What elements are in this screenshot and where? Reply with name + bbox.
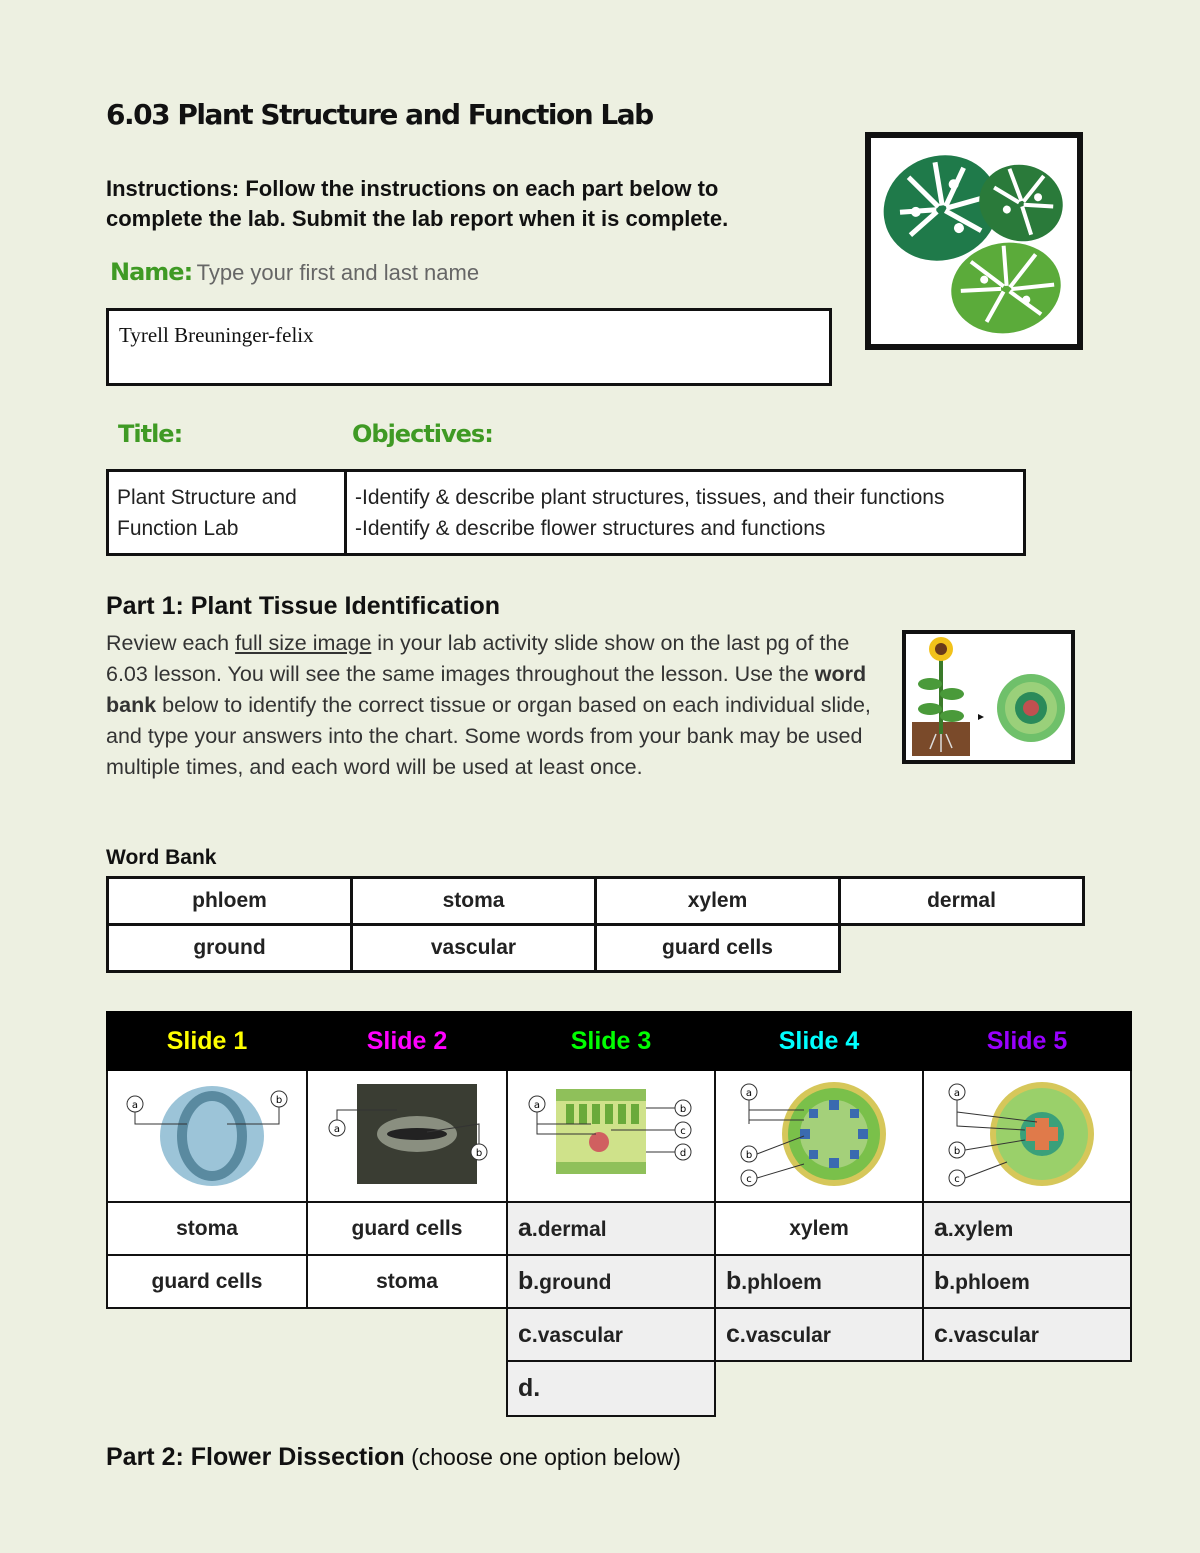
instructions-label: Instructions:	[106, 176, 240, 201]
slide-5-answer-c[interactable]	[923, 1308, 1131, 1361]
slide-3-answer-a[interactable]	[507, 1202, 715, 1255]
slide-1-header: Slide 1	[107, 1012, 307, 1070]
slide-5-header: Slide 5	[923, 1012, 1131, 1070]
full-size-image-link[interactable]: full size image	[235, 631, 372, 655]
answer-letter: b	[726, 1267, 742, 1295]
name-field[interactable]: Tyrell Breuninger-felix	[106, 308, 832, 386]
slides-table	[106, 1011, 1132, 1417]
slide-3-image	[507, 1070, 715, 1202]
slide-4-answer-c[interactable]	[715, 1308, 923, 1361]
answer-text: .vascular	[739, 1324, 831, 1347]
diagram-letter: a	[953, 1087, 961, 1099]
answer-text: .dermal	[531, 1218, 607, 1241]
monstera-leaves-image	[865, 132, 1083, 350]
part2-subheading: (choose one option below)	[404, 1444, 681, 1470]
word-bank-item: xylem	[596, 878, 840, 925]
word-bank-item: phloem	[108, 878, 352, 925]
diagram-letter: b	[475, 1147, 483, 1159]
empty-cell	[715, 1361, 923, 1416]
slide-2-image	[307, 1070, 507, 1202]
instructions-text: Follow the instructions on each part below to complete the lab. Submit the lab report when it is complete.	[106, 176, 729, 231]
empty-cell	[923, 1361, 1131, 1416]
word-bank-item: vascular	[352, 925, 596, 972]
slide-3-answer-d[interactable]	[507, 1361, 715, 1416]
answer-letter: d	[518, 1374, 534, 1402]
answer-letter: a	[934, 1214, 948, 1242]
slide-4-header: Slide 4	[715, 1012, 923, 1070]
answer-text: .ground	[533, 1271, 612, 1294]
answer-text: .	[533, 1374, 541, 1402]
diagram-letter: a	[131, 1099, 139, 1111]
instructions	[106, 174, 806, 234]
answer-letter: b	[518, 1267, 534, 1295]
word-bank-label: Word Bank	[106, 846, 217, 869]
word-bank-item: guard cells	[596, 925, 840, 972]
answer-text: .vascular	[531, 1324, 623, 1347]
empty-cell	[307, 1361, 507, 1416]
slide-4-image	[715, 1070, 923, 1202]
diagram-letter: c	[954, 1173, 960, 1185]
slide-5-answer-b[interactable]	[923, 1255, 1131, 1308]
page-title: 6.03 Plant Structure and Function Lab	[106, 98, 653, 131]
title-label: Title:	[118, 420, 183, 448]
slide-3-answer-c[interactable]	[507, 1308, 715, 1361]
answer-letter: c	[726, 1320, 740, 1348]
diagram-letter: c	[680, 1125, 686, 1137]
slide-4-answer-b[interactable]	[715, 1255, 923, 1308]
word-bank-item: stoma	[352, 878, 596, 925]
diagram-letter: a	[533, 1099, 541, 1111]
lab-title-field[interactable]: Plant Structure and Function Lab	[109, 472, 347, 553]
answer-letter: a	[518, 1214, 532, 1242]
diagram-letter: d	[679, 1147, 687, 1159]
diagram-letter: a	[333, 1123, 341, 1135]
empty-cell	[107, 1361, 307, 1416]
objective-item: -Identify & describe plant structures, tissues, and their functions	[355, 486, 945, 509]
slide-5-image	[923, 1070, 1131, 1202]
slide-3-header: Slide 3	[507, 1012, 715, 1070]
answer-text: .vascular	[947, 1324, 1039, 1347]
word-bank-empty	[840, 925, 1084, 972]
answer-letter: c	[518, 1320, 532, 1348]
diagram-letter: b	[679, 1103, 687, 1115]
diagram-letter: b	[275, 1094, 283, 1106]
part2-heading-row	[106, 1443, 681, 1472]
slide-2-answer-2[interactable]: stoma	[307, 1255, 507, 1308]
name-label: Name:	[110, 258, 193, 286]
part1-text: Review each	[106, 631, 236, 655]
objectives-label: Objectives:	[352, 420, 493, 448]
word-bank-table	[106, 876, 1085, 973]
objectives-field[interactable]	[347, 472, 1023, 553]
diagram-letter: b	[953, 1145, 961, 1157]
slide-1-image	[107, 1070, 307, 1202]
title-objectives-table	[106, 469, 1026, 556]
slide-5-answer-a[interactable]	[923, 1202, 1131, 1255]
slide-1-answer-1[interactable]: stoma	[107, 1202, 307, 1255]
part2-heading: Part 2: Flower Dissection	[106, 1443, 405, 1471]
part1-heading: Part 1: Plant Tissue Identification	[106, 592, 501, 620]
empty-cell	[107, 1308, 307, 1361]
diagram-letter: a	[745, 1087, 753, 1099]
objective-item: -Identify & describe flower structures and functions	[355, 517, 826, 540]
answer-letter: c	[934, 1320, 948, 1348]
part1-text: below to identify the correct tissue or organ based on each individual slide, and type your answers into the chart. Some words from your bank may be used multiple times, and each word will be used at least once.	[106, 693, 871, 779]
answer-letter: b	[934, 1267, 950, 1295]
sunflower-image	[902, 630, 1075, 764]
slide-4-answer-1[interactable]: xylem	[715, 1202, 923, 1255]
name-hint: Type your first and last name	[196, 260, 480, 285]
answer-text: .xylem	[947, 1218, 1014, 1241]
slide-1-answer-2[interactable]: guard cells	[107, 1255, 307, 1308]
answer-text: .phloem	[741, 1271, 822, 1294]
answer-text: .phloem	[949, 1271, 1030, 1294]
diagram-letter: c	[746, 1173, 752, 1185]
empty-cell	[307, 1308, 507, 1361]
word-bank-item: dermal	[840, 878, 1084, 925]
slide-3-answer-b[interactable]	[507, 1255, 715, 1308]
slide-2-header: Slide 2	[307, 1012, 507, 1070]
word-bank-item: ground	[108, 925, 352, 972]
slide-2-answer-1[interactable]: guard cells	[307, 1202, 507, 1255]
diagram-letter: b	[745, 1149, 753, 1161]
name-row	[110, 258, 479, 286]
part1-text: in your lab activity slide show on the last pg of the 6.03 lesson. You will see the same images throughout the lesson. Use the	[106, 631, 850, 686]
word-bank-emphasis: word bank	[106, 662, 867, 717]
part1-paragraph	[106, 628, 896, 783]
